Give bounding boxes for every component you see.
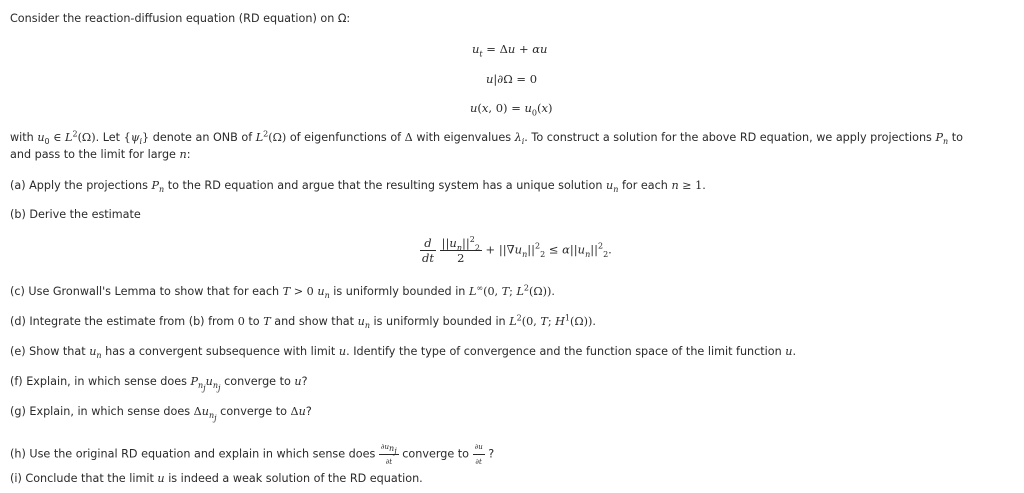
part-h: (h) Use the original RD equation and explain in which sense does $\frac{\partial u_{n_j}}{\partial t}$ converge to $\frac{\partial u}{\partial t}$ ?: [10, 440, 494, 469]
intro-text: Consider the reaction-diffusion equation (RD equation) on Ω:: [10, 12, 351, 25]
setup-line-2: and pass to the limit for large n:: [10, 148, 191, 161]
equation-estimate: $\frac{d}{dt}$ $\frac{||u_n||^2_2}{2}$ + $||\nabla u_n||^2_2 \le \alpha||u_n||^2_2$.: [422, 235, 612, 265]
part-e: (e) Show that $u_n$ has a convergent subsequence with limit u. Identify the type of convergence and the function space of the limit function u.: [10, 345, 797, 361]
part-a: (a) Apply the projections $P_n$ to the RD equation and argue that the resulting system has a unique solution $u_n$ for each n ≥ 1.: [10, 179, 706, 195]
equation-initial: u(x, $0) = u_0(x)$: [470, 101, 553, 118]
part-i: (i) Conclude that the limit u is indeed a weak solution of the RD equation.: [10, 472, 423, 485]
part-f: (f) Explain, in which sense does $P_{n_j}u_{n_j}$ converge to u?: [10, 375, 308, 393]
part-b: (b) Derive the estimate: [10, 208, 141, 221]
part-c: (c) Use Gronwall's Lemma to show that for each T > 0 $u_n$ is uniformly bounded in L∞(0, T; $L^2(\Omega)$).: [10, 283, 555, 301]
part-d: (d) Integrate the estimate from (b) from 0 to T and show that $u_n$ is uniformly bounded in $L^2(0$, T; $H^1(\Omega)$).: [10, 313, 596, 331]
equation-pde: $u_t = \Delta u + \alpha u$: [472, 42, 548, 59]
equation-boundary: u|∂Ω = 0: [486, 72, 538, 86]
setup-line-1: with $u_0$ ∈ $L^2(\Omega)$. Let $\{\psi_i\}$ denote an ONB of $L^2(\Omega)$ of eigenfunctions of Δ with eigenvalues $\lambda_i$. To construct a solution for the above RD equation, we apply projections $P_n$ to: [10, 129, 963, 147]
part-g: (g) Explain, in which sense does $\Delta u_{n_j}$ converge to Δu?: [10, 405, 312, 423]
